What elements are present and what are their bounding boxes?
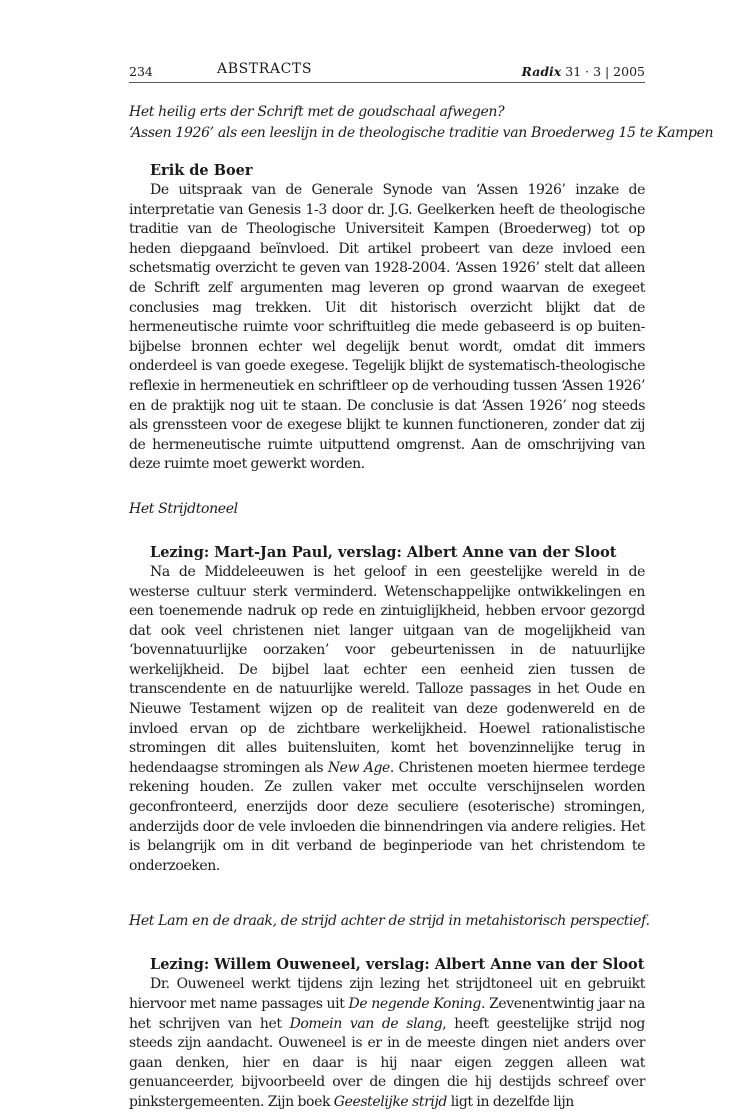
- article-2-body-part-2: . Christenen moeten hiermee terdege rekening houden. Ze zullen vaker met occulte verschijnselen worden geconfronteerd, enerzijds door deze seculiere (esoterische) stromingen, anderzijds door de vele invloeden die binnendringen via andere religies. Het is belangrijk om in dit verband de beginperiode van het christendom te onderzoeken.: [129, 759, 645, 874]
- running-header: [129, 60, 645, 83]
- article-2-author: Lezing: Mart-Jan Paul, verslag: Albert Anne van der Sloot: [150, 543, 617, 561]
- article-2: [129, 499, 645, 877]
- article-2-body: [129, 563, 645, 877]
- article-2-body-part-1: Na de Middeleeuwen is het geloof in een geestelijke wereld in de westerse cultuur sterk verminderd. Wetenschappelijke ontwikkelingen en een toenemende nadruk op rede en zintuiglijkheid, hebben ervoor gezorgd dat ook veel christenen niet langer uitgaan van de mogelijkheid van ‘bovennatuurlijke oorzaken’ voor gebeurtenissen in de natuurlijke werkelijkheid. De bijbel laat echter een eenheid zien tussen de transcendente en de natuurlijke wereld. Talloze passages in het Oude en Nieuwe Testament wijzen op de realiteit van deze godenwereld en de invloed ervan op de zichtbare werkelijkheid. Hoewel rationalistische stromingen dit alles buitensluiten, komt het bovenzinnelijke terug in hedendaagse stromingen als: [129, 563, 645, 776]
- article-3-body: [129, 975, 645, 1112]
- article-3-body-part-1: Dr. Ouweneel werkt tijdens zijn lezing het strijdtoneel uit en gebruikt hiervoor met name passages uit: [129, 976, 645, 1012]
- article-3-body-part-4: ligt in dezelfde lijn: [446, 1093, 574, 1110]
- article-3-body-italic-2: Domein van de slang: [289, 1015, 443, 1032]
- article-3: [129, 911, 650, 1112]
- article-3-body-part-2: . Zevenentwintig jaar na het schrijven van het: [129, 996, 645, 1032]
- article-1-title-line-1: Het heilig erts der Schrift met de goudschaal afwegen?: [129, 104, 505, 120]
- article-1: [129, 102, 714, 475]
- article-3-body-part-3: , heeft geestelijke strijd nog steeds zijn aandacht. Ouweneel is er in de meeste dingen niet anders over gaan denken, hier en daar is hij naar eigen zeggen alleen wat genuanceerder, bijvoorbeeld over de dingen die hij destijds schreef over pinkstergemeenten. Zijn boek: [129, 1015, 645, 1110]
- article-3-body-italic-3: Geestelijke strijd: [333, 1093, 447, 1110]
- article-3-body-italic-1: De negende Koning: [348, 996, 481, 1012]
- page-content: [129, 60, 714, 1113]
- section-title: ABSTRACTS: [217, 61, 313, 77]
- page-number: 234: [129, 64, 153, 79]
- article-1-title-line-2: ‘Assen 1926’ als een leeslijn in de theologische traditie van Broederweg 15 te Kampen: [129, 125, 714, 141]
- article-1-body: De uitspraak van de Generale Synode van ‘Assen 1926’ inzake de interpretatie van Genesis 1-3 door dr. J.G. Geelkerken heeft de theologische traditie van de Theologische Universiteit Kampen (Broederweg) tot op heden diepgaand beïnvloed. Dit artikel probeert van deze invloed een schetsmatig overzicht te geven van 1928-2004. ‘Assen 1926’ stelt dat alleen de Schrift zelf argumenten mag leveren op grond waarvan de exegeet conclusies mag trekken. Uit dit historisch overzicht blijkt dat de hermeneutische ruimte voor schriftuitleg die mede gebaseerd is op buiten-bijbelse bronnen echter wel degelijk benut wordt, omdat dit immers onderdeel is van goede exegese. Tegelijk blijkt de systematisch-theologische reflexie in hermeneutiek en schriftleer op de verhouding tussen ‘Assen 1926’ en de praktijk nog uit te staan. De conclusie is dat ‘Assen 1926’ nog steeds als grenssteen voor de exegese blijkt te kunnen functioneren, zonder dat zij de hermeneutische ruimte uitputtend omgrenst. Aan de omschrijving van deze ruimte moet gewerkt worden.: [129, 182, 645, 473]
- article-2-title: Het Strijdtoneel: [129, 500, 238, 517]
- journal-name: Radix: [521, 64, 562, 79]
- article-1-author: Erik de Boer: [150, 162, 253, 179]
- journal-info: [522, 64, 645, 79]
- article-2-body-italic: New Age: [327, 759, 390, 776]
- journal-issue: 31 · 3 | 2005: [565, 64, 645, 79]
- article-3-title: Het Lam en de draak, de strijd achter de strijd in metahistorisch perspectief.: [129, 913, 650, 930]
- article-3-author: Lezing: Willem Ouweneel, verslag: Albert Anne van der Sloot: [150, 956, 645, 974]
